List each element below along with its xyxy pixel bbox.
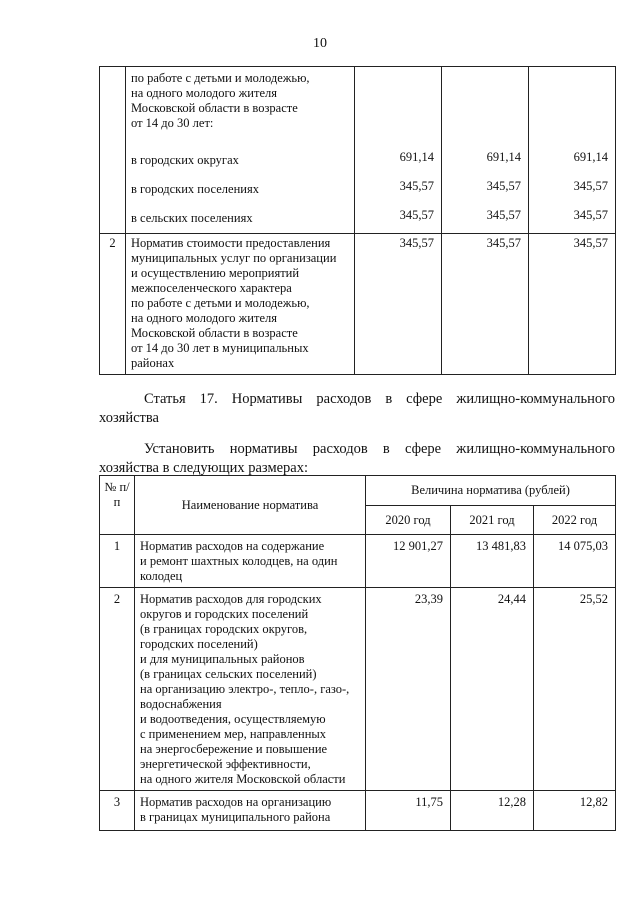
norm-text-line: Норматив расходов для городских [140, 592, 322, 606]
value-2021: 12,28 [451, 791, 534, 831]
norm-text-line: Норматив расходов на содержание [140, 539, 325, 553]
norm-name-cell [135, 535, 366, 588]
value-2022: 14 075,03 [534, 535, 616, 588]
norm-text-line: и водоотведения, осуществляемую [140, 712, 326, 726]
norm-text-line: колодец [140, 569, 183, 583]
norm-name-cell [126, 234, 355, 375]
sub-label: в сельских поселениях [131, 211, 253, 225]
article-17-heading [99, 390, 615, 428]
value-2022: 345,57 [529, 234, 616, 375]
value: 345,57 [399, 208, 434, 222]
article-17-line: хозяйства [99, 410, 159, 426]
norm-text-line: в границах муниципального района [140, 810, 331, 824]
intro-line: Установить нормативы расходов в сфере жилищно-коммунального [144, 441, 615, 457]
value-2020-cell [355, 67, 442, 234]
norm-text-line: на организацию электро-, тепло-, газо-, [140, 682, 350, 696]
page-number: 10 [313, 36, 327, 51]
value: 691,14 [399, 150, 434, 164]
article-17-line: Статья 17. Нормативы расходов в сфере жилищно-коммунального [144, 391, 615, 407]
norm-text-line: городских поселений) [140, 637, 258, 651]
table-housing-norms [99, 475, 616, 831]
value: 345,57 [573, 208, 608, 222]
norm-text-line: на энергосбережение и повышение [140, 742, 328, 756]
value-2022-cell [529, 67, 616, 234]
row-number: 1 [100, 535, 135, 588]
value: 345,57 [486, 208, 521, 222]
value-2021: 13 481,83 [451, 535, 534, 588]
norm-text-line: Московской области в возрасте [131, 101, 298, 115]
table-row [100, 234, 616, 375]
value-2021: 24,44 [451, 588, 534, 791]
norm-text-line: Московской области в возрасте [131, 326, 298, 340]
value-2022: 12,82 [534, 791, 616, 831]
header-value-group: Величина норматива (рублей) [366, 476, 616, 506]
table-row [100, 588, 616, 791]
row-number: 3 [100, 791, 135, 831]
norm-text-line: округов и городских поселений [140, 607, 309, 621]
table-row [100, 67, 616, 234]
norm-text-line: Норматив расходов на организацию [140, 795, 332, 809]
table-header-row [100, 476, 616, 506]
norm-text-line: по работе с детьми и молодежью, [131, 71, 310, 85]
value: 345,57 [399, 179, 434, 193]
norm-text-line: Норматив стоимости предоставления [131, 236, 331, 250]
value-2020: 12 901,27 [366, 535, 451, 588]
norm-text-line: районах [131, 356, 175, 370]
norm-text-line: и ремонт шахтных колодцев, на один [140, 554, 338, 568]
row-number-cell [100, 67, 126, 234]
intro-paragraph [99, 440, 615, 478]
value: 345,57 [573, 179, 608, 193]
header-year-2021: 2021 год [451, 506, 534, 535]
norm-text-line: (в границах сельских поселений) [140, 667, 317, 681]
norm-text-line: межпоселенческого характера [131, 281, 292, 295]
norm-text-line: и для муниципальных районов [140, 652, 305, 666]
norm-text-line: водоснабжения [140, 697, 222, 711]
header-number [100, 476, 135, 535]
norm-name-cell [126, 67, 355, 234]
norm-text-line: на одного жителя Московской области [140, 772, 346, 786]
value: 691,14 [486, 150, 521, 164]
value-2022: 25,52 [534, 588, 616, 791]
table-youth-norms [99, 66, 616, 375]
norm-text-line: и осуществлению мероприятий [131, 266, 300, 280]
sub-label: в городских округах [131, 153, 239, 167]
value: 345,57 [486, 179, 521, 193]
norm-text-line: с применением мер, направленных [140, 727, 327, 741]
norm-text-line: по работе с детьми и молодежью, [131, 296, 310, 310]
header-number-label: № п/п [104, 480, 130, 509]
norm-text-line: на одного молодого жителя [131, 86, 277, 100]
header-name: Наименование норматива [135, 476, 366, 535]
sub-label: в городских поселениях [131, 182, 259, 196]
value: 691,14 [573, 150, 608, 164]
norm-text-line: на одного молодого жителя [131, 311, 277, 325]
value-2020: 345,57 [355, 234, 442, 375]
value-2020: 23,39 [366, 588, 451, 791]
norm-text-line: муниципальных услуг по организации [131, 251, 337, 265]
row-number: 2 [100, 588, 135, 791]
norm-text-line: (в границах городских округов, [140, 622, 308, 636]
norm-text-line: от 14 до 30 лет в муниципальных [131, 341, 309, 355]
value-2021: 345,57 [442, 234, 529, 375]
header-year-2020: 2020 год [366, 506, 451, 535]
norm-text-line: от 14 до 30 лет: [131, 116, 214, 130]
header-year-2022: 2022 год [534, 506, 616, 535]
norm-name-cell [135, 588, 366, 791]
value-2020: 11,75 [366, 791, 451, 831]
value-2021-cell [442, 67, 529, 234]
norm-text-line: энергетической эффективности, [140, 757, 311, 771]
norm-name-cell [135, 791, 366, 831]
row-number: 2 [100, 234, 126, 375]
table-row [100, 535, 616, 588]
table-row [100, 791, 616, 831]
intro-line: хозяйства в следующих размерах: [99, 460, 309, 476]
